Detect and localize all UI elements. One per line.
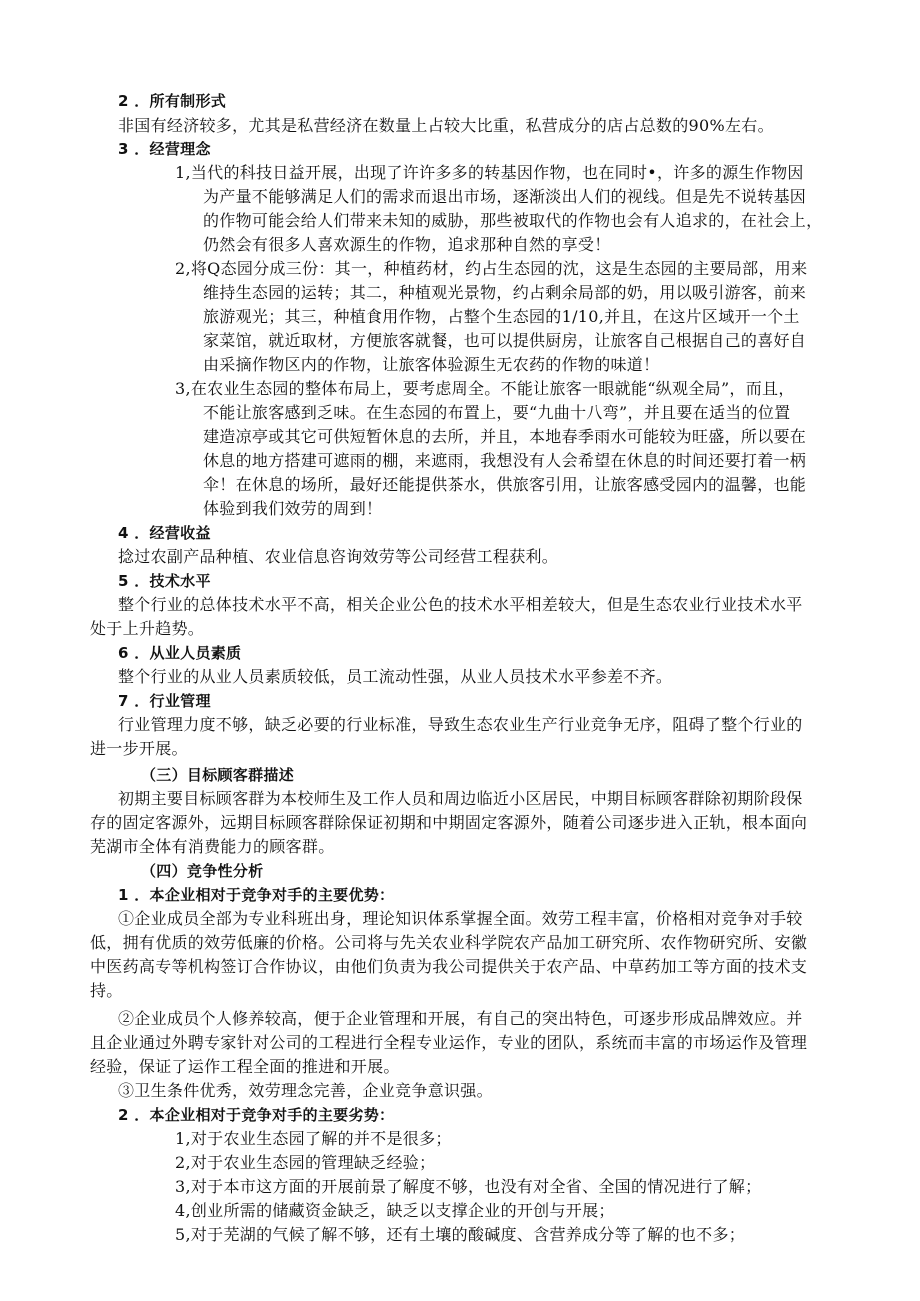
subsection-heading-advantages: 1 ．本企业相对于竞争对手的主要优势： (118, 886, 395, 904)
target-customers-line-2: 存的固定客源外，远期目标顾客群除保证初期和中期固定客源外，随着公司逐步进入正轨，根本面向 (90, 813, 808, 832)
section-heading-staff-quality: 6 ．从业人员素质 (118, 644, 242, 662)
section-heading-philosophy: 3 ．经营理念 (118, 140, 211, 158)
philosophy-item-2-line-1: 2,将Q态园分成三份：其一，种植药材，约占生态园的沈，这是生态园的主要局部，用来 (175, 259, 808, 278)
philosophy-item-3-line-1: 3,在农业生态园的整体布局上，要考虑周全。不能让旅客一眼就能“纵观全局”，而且， (175, 379, 795, 398)
advantage-2-line-3: 经验，保证了运作工程全面的推进和开展。 (90, 1057, 400, 1076)
philosophy-item-3-line-5: 伞！在休息的场所，最好还能提供茶水，供旅客引用，让旅客感受园内的温馨，也能 (203, 475, 807, 494)
disadvantage-item-2: 2,对于农业生态园的管理缺乏经验； (175, 1153, 436, 1172)
tech-level-line-1: 整个行业的总体技术水平不高，相关企业公色的技术水平相差较大，但是生态农业行业技术水平 (118, 595, 803, 614)
disadvantage-item-1: 1,对于农业生态园了解的并不是很多； (175, 1129, 452, 1148)
target-customers-line-3: 芜湖市全体有消费能力的顾客群。 (90, 837, 335, 856)
section-heading-income: 4 ．经营收益 (118, 524, 211, 542)
disadvantage-item-3: 3,对于本市这方面的开展前景了解度不够，也没有对全省、全国的情况进行了解； (175, 1177, 762, 1196)
subsection-heading-disadvantages: 2 ．本企业相对于竞争对手的主要劣势： (118, 1106, 395, 1124)
disadvantage-item-4: 4,创业所需的储藏资金缺乏，缺乏以支撑企业的开创与开展； (175, 1201, 615, 1220)
philosophy-item-1-line-2: 为产量不能够满足人们的需求而退出市场，逐渐淡出人们的视线。但是先不说转基因 (203, 187, 807, 206)
philosophy-item-1-line-3: 的作物可能会给人们带来未知的威胁，那些被取代的作物也会有人追求的，在社会上， (203, 211, 823, 230)
income-text: 捻过农副产品种植、农业信息咨询效劳等公司经营工程获利。 (118, 547, 559, 566)
philosophy-item-1-line-4: 仍然会有很多人喜欢源生的作物，追求那种自然的享受！ (203, 235, 611, 254)
philosophy-item-2-line-2: 维持生态园的运转；其二，种植观光景物，约占剩余局部的奶，用以吸引游客，前来 (203, 283, 807, 302)
target-customers-line-1: 初期主要目标顾客群为本校师生及工作人员和周边临近小区居民，中期目标顾客群除初期阶段保 (118, 789, 803, 808)
advantage-1-line-3: 中医药高专等机构签订合作协议，由他们负责为我公司提供关于农产品、中草药加工等方面的技术支 (90, 957, 808, 976)
philosophy-item-3-line-3: 建造凉亭或其它可供短暂休息的去所，并且，本地春季雨水可能较为旺盛，所以要在 (203, 427, 807, 446)
section-heading-competition: （四）竞争性分析 (141, 862, 264, 880)
advantage-1-line-4: 持。 (90, 981, 123, 1000)
section-heading-industry-management: 7 ．行业管理 (118, 692, 211, 710)
advantage-2-line-2: 且企业通过外聘专家针对公司的工程进行全程专业运作，专业的团队，系统而丰富的市场运作及管理 (90, 1033, 808, 1052)
section-heading-target-customers: （三）目标顾客群描述 (141, 766, 295, 784)
advantage-2-line-1: ②企业成员个人修养较高，便于企业管理和开展，有自己的突出特色，可逐步形成品牌效应。并 (118, 1009, 803, 1028)
philosophy-item-3-line-4: 休息的地方搭建可遮雨的棚，来遮雨，我想没有人会希望在休息的时间还要打着一柄 (203, 451, 807, 470)
philosophy-item-3-line-2: 不能让旅客感到乏味。在生态园的布置上，要“九曲十八弯”，并且要在适当的位置 (203, 403, 791, 422)
disadvantage-item-5: 5,对于芜湖的气候了解不够，还有土壤的酸碱度、含营养成分等了解的也不多； (175, 1225, 746, 1244)
philosophy-item-2-line-3: 旅游观光；其三，种植食用作物，占整个生态园的1/10,并且，在这片区域开一个土 (203, 307, 800, 326)
advantage-1-line-2: 低，拥有优质的效劳低廉的价格。公司将与先关农业科学院农产品加工研究所、农作物研究所、安徽 (90, 933, 808, 952)
industry-management-line-1: 行业管理力度不够，缺乏必要的行业标准，导致生态农业生产行业竞争无序，阻碍了整个行业的 (118, 715, 803, 734)
advantage-1-line-1: ①企业成员全部为专业科班出身，理论知识体系掌握全面。效劳工程丰富，价格相对竞争对手较 (118, 909, 803, 928)
tech-level-line-2: 处于上升趋势。 (90, 619, 205, 638)
philosophy-item-2-line-5: 由采摘作物区内的作物，让旅客体验源生无农药的作物的味道！ (203, 355, 660, 374)
advantage-3-line-1: ③卫生条件优秀，效劳理念完善，企业竞争意识强。 (118, 1081, 493, 1100)
section-heading-ownership: 2 ．所有制形式 (118, 92, 227, 110)
philosophy-item-3-line-6: 体验到我们效劳的周到！ (203, 499, 383, 518)
industry-management-line-2: 进一步开展。 (90, 739, 188, 758)
philosophy-item-2-line-4: 家菜馆，就近取材，方便旅客就餐，也可以提供厨房，让旅客自己根据自己的喜好自 (203, 331, 807, 350)
section-heading-tech-level: 5 ．技术水平 (118, 572, 211, 590)
staff-quality-text: 整个行业的从业人员素质较低，员工流动性强，从业人员技术水平参差不齐。 (118, 667, 673, 686)
philosophy-item-1-line-1: 1,当代的科技日益开展，出现了许许多多的转基因作物，也在同时•，许多的源生作物因 (175, 163, 804, 182)
ownership-text: 非国有经济较多，尤其是私营经济在数量上占较大比重，私营成分的店占总数的90%左右。 (118, 116, 774, 135)
